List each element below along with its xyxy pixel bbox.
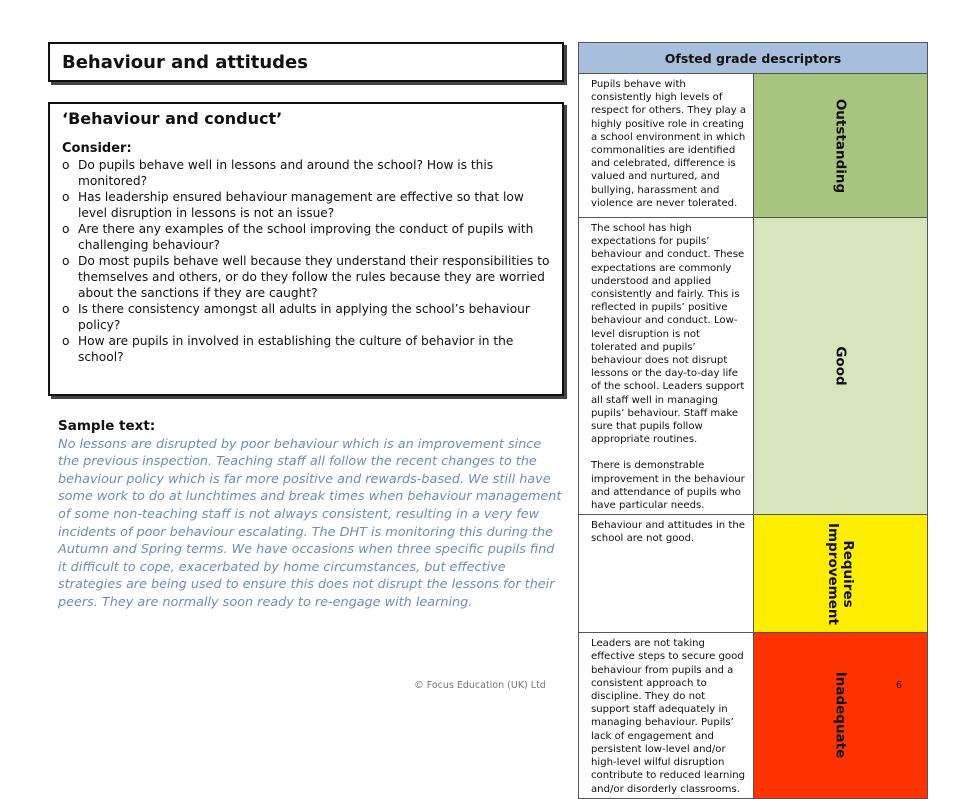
consider-list — [62, 157, 552, 365]
page-title — [48, 42, 564, 82]
grade-outstanding — [753, 74, 928, 218]
descriptor-requires-improvement: Behaviour and attitudes in the school are not good. — [579, 515, 754, 633]
grade-label-requires-improvement: Requires Improvement — [825, 522, 857, 625]
list-item: o Are there any examples of the school improving the conduct of pupils with challenging behaviour? — [62, 222, 534, 252]
grade-good — [753, 218, 928, 515]
descriptor-inadequate: Leaders are not taking effective steps to secure good behaviour from pupils and a consistent approach to discipline. They do not support staff adequately in managing behaviour. Pupils’ lack of engagement and persistent low-level and/or high-level wilful disruption contribute to reduced learning and/or disorderly classrooms. — [579, 633, 754, 798]
sample-body: No lessons are disrupted by poor behaviour which is an improvement since the previous inspection. Teaching staff all follow the recent changes to the behaviour policy which is far more positive and rewards-based. We still have some work to do at lunchtimes and break times when behaviour management of some non-teaching staff is not always consistent, resulting in a very few incidents of poor behaviour escalating. The DHT is monitoring this during the Autumn and Spring terms. We have occasions when three specific pupils find it difficult to cope, exacerbated by home circumstances, but effective strategies are being used to ensure this does not disrupt the lessons for their peers. They are normally soon ready to re-engage with learning. — [58, 436, 562, 610]
consider-box — [48, 102, 564, 396]
bullet-icon: o — [62, 190, 70, 204]
footer-copyright: © Focus Education (UK) Ltd — [414, 680, 546, 691]
list-item: o Do pupils behave well in lessons and around the school? How is this monitored? — [62, 158, 494, 188]
sample-label: Sample text: — [58, 418, 156, 434]
grade-inadequate — [753, 633, 928, 798]
page-number: 6 — [896, 680, 903, 691]
table-row-requires-improvement — [579, 515, 928, 633]
bullet-icon: o — [62, 302, 70, 316]
list-item: o Do most pupils behave well because they understand their responsibilities to themselves and others, or do they follow the rules because they are worried about the sanctions if they are caught? — [62, 254, 550, 300]
table-row-outstanding — [579, 74, 928, 218]
grade-label-outstanding: Outstanding — [832, 98, 849, 193]
table-row-good — [579, 218, 928, 515]
grade-requires-improvement — [753, 515, 928, 633]
grade-label-inadequate: Inadequate — [832, 672, 849, 759]
descriptor-good: The school has high expectations for pupils’ behaviour and conduct. These expectations are commonly understood and applied consistently and fairly. This is reflected in pupils’ positive behaviour and conduct. Low-level disruption is not tolerated and pupils’ behaviour does not disrupt lessons or the day-to-day life of the school. Leaders support all staff well in managing pupils’ behaviour. Staff make sure that pupils follow appropriate routines. There is demonstrable improvement in the behaviour and attendance of pupils who have particular needs. — [579, 218, 754, 515]
page-title-text: Behaviour and attitudes — [62, 51, 308, 73]
table-header: Ofsted grade descriptors — [579, 43, 928, 74]
list-item: o Has leadership ensured behaviour management are effective so that low level disruption in lessons is not an issue? — [62, 190, 524, 220]
bullet-icon: o — [62, 254, 70, 268]
sample-text-section — [58, 418, 564, 612]
list-item: o Is there consistency amongst all adults in applying the school’s behaviour policy? — [62, 302, 530, 332]
consider-label: Consider: — [62, 141, 132, 156]
descriptor-outstanding: Pupils behave with consistently high levels of respect for others. They play a highly positive role in creating a school environment in which commonalities are identified and celebrated, difference is valued and nurtured, and bullying, harassment and violence are never tolerated. — [579, 74, 754, 218]
table-row-inadequate — [579, 633, 928, 798]
list-item: o How are pupils in involved in establishing the culture of behavior in the school? — [62, 334, 514, 364]
bullet-icon: o — [62, 158, 70, 172]
bullet-icon: o — [62, 334, 70, 348]
bullet-icon: o — [62, 222, 70, 236]
consider-heading: ‘Behaviour and conduct’ — [62, 109, 283, 128]
grade-label-good: Good — [832, 346, 849, 386]
